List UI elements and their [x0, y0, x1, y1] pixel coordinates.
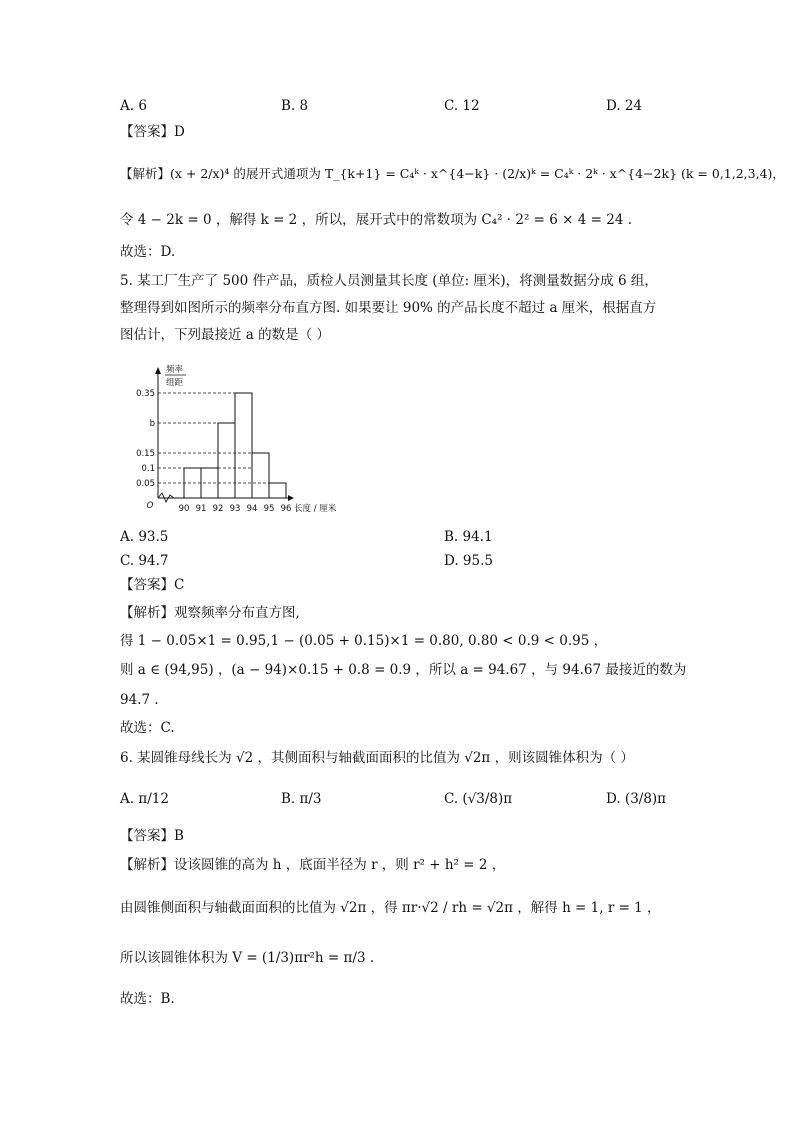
y-tick-label: 0.1: [141, 464, 155, 474]
q6-option-c: C. (√3/8)π: [444, 791, 513, 807]
x-tick-label: 94: [246, 504, 258, 514]
q5-analysis-line-2: 得 1 − 0.05×1 = 0.95,1 − (0.05 + 0.15)×1 = 0.80, 0.80 < 0.9 < 0.95 ，: [120, 633, 608, 649]
y-tick-label: 0.35: [136, 389, 155, 399]
origin-label: O: [146, 501, 154, 511]
y-axis-label-top: 频率: [166, 365, 184, 375]
q5-stem-line-3: 图估计，下列最接近 a 的数是（ ）: [120, 327, 330, 343]
histogram-bar: [252, 453, 269, 498]
histogram-bar: [218, 423, 235, 498]
histogram-bar: [269, 483, 286, 498]
y-axis-label-bottom: 组距: [166, 378, 184, 388]
q5-option-a: A. 93.5: [120, 529, 169, 545]
q5-answer: 【答案】C: [120, 577, 185, 593]
histogram-svg: [136, 362, 336, 522]
frequency-histogram: [136, 362, 336, 522]
q4-option-c: C. 12: [444, 98, 480, 114]
q4-option-d: D. 24: [606, 98, 643, 114]
q6-analysis-line-1: 【解析】设该圆锥的高为 h ，底面半径为 r ，则 r² + h² = 2 ，: [120, 857, 506, 873]
q5-analysis-line-1: 【解析】观察频率分布直方图,: [120, 605, 300, 621]
q5-stem-line-2: 整理得到如图所示的频率分布直方图. 如果要让 90% 的产品长度不超过 a 厘米，根据直方: [120, 300, 657, 316]
q4-answer: 【答案】D: [120, 124, 185, 140]
histogram-bar: [235, 393, 252, 498]
x-tick-label: 93: [229, 504, 241, 514]
y-tick-label: 0.05: [136, 479, 155, 489]
y-tick-label: b: [149, 419, 155, 429]
y-tick-label: 0.15: [136, 449, 155, 459]
q4-conclusion: 故选：D.: [120, 244, 176, 260]
x-tick-label: 96: [280, 504, 292, 514]
q5-option-b: B. 94.1: [444, 529, 493, 545]
q5-option-c: C. 94.7: [120, 553, 169, 569]
q5-stem-line-1: 5. 某工厂生产了 500 件产品，质检人员测量其长度 (单位: 厘米)，将测量数据分成 6 组，: [120, 273, 658, 289]
q6-conclusion: 故选：B.: [120, 991, 175, 1007]
q4-option-b: B. 8: [281, 98, 309, 114]
y-axis-arrow-icon: [155, 367, 161, 374]
q4-option-a: A. 6: [120, 98, 147, 114]
q6-option-d: D. (3/8)π: [606, 791, 667, 807]
x-tick-label: 92: [212, 504, 224, 514]
q4-analysis-line-2: 令 4 − 2k = 0 ，解得 k = 2 ，所以，展开式中的常数项为 C₄² · 2² = 6 × 4 = 24 .: [120, 212, 633, 228]
q6-analysis-line-3: 所以该圆锥体积为 V = (1/3)πr²h = π/3 .: [120, 950, 375, 966]
q5-conclusion: 故选：C.: [120, 720, 175, 736]
q4-analysis-line-1: 【解析】(x + 2/x)⁴ 的展开式通项为 T_{k+1} = C₄ᵏ · x^{4−k} · (2/x)ᵏ = C₄ᵏ · 2ᵏ · x^{4−2k} (k = 0,1,2,3,4)，: [120, 166, 785, 181]
q6-stem: 6. 某圆锥母线长为 √2 ，其侧面积与轴截面面积的比值为 √2π ，则该圆锥体积为（ ）: [120, 750, 634, 766]
q6-answer: 【答案】B: [120, 828, 184, 844]
x-tick-label: 91: [195, 504, 207, 514]
x-tick-label: 90: [178, 504, 190, 514]
q5-option-d: D. 95.5: [444, 553, 493, 569]
q5-analysis-line-3: 则 a ∈ (94,95) ，(a − 94)×0.15 + 0.8 = 0.9 ，所以 a = 94.67 ，与 94.67 最接近的数为: [120, 662, 687, 678]
q6-option-a: A. π/12: [120, 791, 169, 807]
x-tick-label: 95: [263, 504, 275, 514]
q6-analysis-line-2: 由圆锥侧面积与轴截面面积的比值为 √2π ，得 πr·√2 / rh = √2π ，解得 h = 1, r = 1 ，: [120, 900, 661, 916]
q5-analysis-line-4: 94.7 .: [120, 692, 159, 708]
x-axis-arrow-icon: [288, 495, 294, 501]
x-axis-label: 长度 / 厘米: [294, 504, 337, 514]
q6-option-b: B. π/3: [281, 791, 322, 807]
